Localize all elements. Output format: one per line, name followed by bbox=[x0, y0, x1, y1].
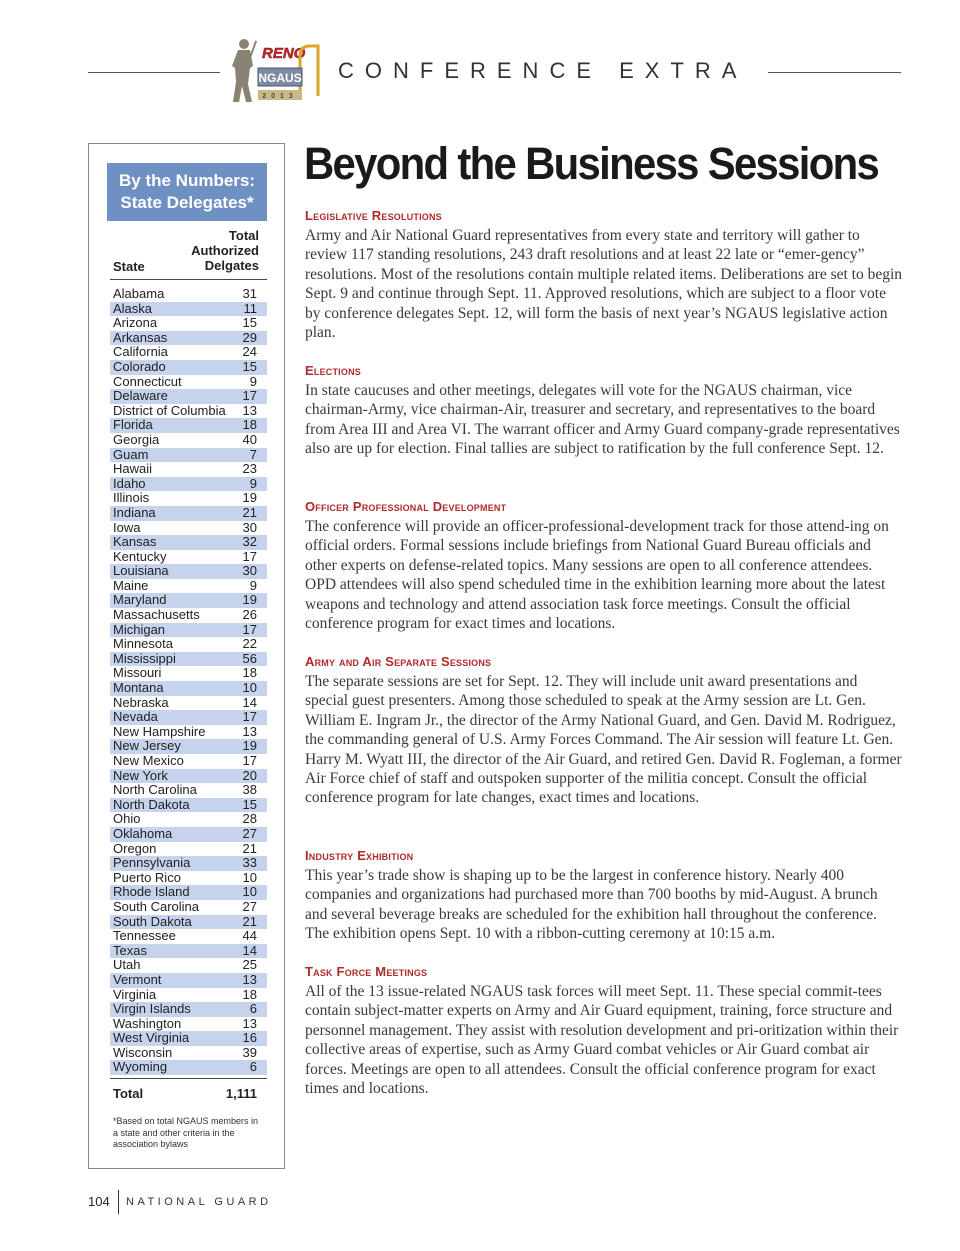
footer-separator bbox=[118, 1190, 119, 1214]
table-row bbox=[110, 316, 267, 331]
delegate-count: 19 bbox=[242, 490, 257, 506]
state-name: Alaska bbox=[113, 300, 153, 316]
section-body: This year’s trade show is shaping up to be the largest in conference history. Nearly 400 companies and organizations had purchased more than 700 booths by mid-August. A brunch and several beverage breaks are scheduled for the exhibition hall throughout the conference. The exhibition opens Sept. 10 with a ribbon-cutting ceremony at 10:15 a.m. bbox=[305, 867, 878, 943]
delegate-count: 44 bbox=[242, 928, 257, 944]
state-name: Indiana bbox=[113, 504, 156, 520]
delegate-count: 17 bbox=[242, 548, 257, 564]
table-row bbox=[110, 287, 267, 302]
column-header-total-line2: Authorized bbox=[191, 243, 259, 258]
table-row bbox=[110, 973, 267, 988]
delegate-count: 29 bbox=[242, 329, 257, 345]
state-name: Florida bbox=[113, 417, 153, 433]
section-body: The separate sessions are set for Sept. 12. They will include unit award presentations and special guest presenters. Among those scheduled to speak at the Army session are Lt. Gen. William E. Ingram Jr., the director of the Army National Guard, and Gen. David M. Rodriguez, the commanding general of U.S. Army Forces Command. The Air session will feature Lt. Gen. Harry M. Wyatt III, the director of the Air Guard, and retired Gen. David R. Fogleman, a former Air Force chief of staff and outspoken supporter of the militia concept. Consult the official conference program for late changes, exact times and locations. bbox=[305, 673, 902, 807]
header-rule-left bbox=[88, 72, 220, 73]
delegate-count: 13 bbox=[242, 1015, 257, 1031]
table-row bbox=[110, 725, 267, 740]
sidebar-heading-line2: State Delegates* bbox=[120, 193, 254, 212]
delegate-count: 16 bbox=[242, 1030, 257, 1046]
delegate-count: 39 bbox=[242, 1044, 257, 1060]
delegate-count: 15 bbox=[242, 358, 257, 374]
delegate-count: 56 bbox=[242, 650, 257, 666]
table-row bbox=[110, 769, 267, 784]
state-name: Missouri bbox=[113, 665, 162, 681]
state-name: Georgia bbox=[113, 431, 160, 447]
state-name: Maine bbox=[113, 577, 149, 593]
table-row bbox=[110, 448, 267, 463]
state-name: Colorado bbox=[113, 358, 166, 374]
page-title: Beyond the Business Sessions bbox=[304, 138, 879, 189]
delegate-count: 15 bbox=[242, 796, 257, 812]
table-row bbox=[110, 564, 267, 579]
svg-text:NGAUS: NGAUS bbox=[258, 71, 302, 85]
delegate-count: 6 bbox=[249, 1001, 257, 1017]
section-body: In state caucuses and other meetings, delegates will vote for the NGAUS chairman, vice chairman-Army, vice chairman-Air, treasurer and secretary, and representatives to the board from Area III and Area VI. The warrant officer and Army Guard company-grade representatives also are up for election. Final tallies are subject to ratification by the full conference Sept. 12. bbox=[305, 382, 900, 458]
state-name: Texas bbox=[113, 942, 147, 958]
table-header-rule bbox=[110, 279, 267, 280]
total-row bbox=[110, 1086, 267, 1101]
state-name: Nevada bbox=[113, 709, 158, 725]
state-name: Louisiana bbox=[113, 563, 169, 579]
table-row bbox=[110, 988, 267, 1003]
column-header-total bbox=[169, 228, 259, 273]
delegate-count: 25 bbox=[242, 957, 257, 973]
total-label: Total bbox=[113, 1086, 144, 1101]
state-name: Washington bbox=[113, 1015, 182, 1031]
table-row bbox=[110, 521, 267, 536]
table-row bbox=[110, 900, 267, 915]
state-name: Connecticut bbox=[113, 373, 182, 389]
state-name: Delaware bbox=[113, 388, 168, 404]
section-heading: Army and Air Separate Sessions bbox=[305, 654, 492, 669]
table-row bbox=[110, 1046, 267, 1061]
state-name: Hawaii bbox=[113, 461, 153, 477]
state-name: Oklahoma bbox=[113, 825, 173, 841]
state-name: Minnesota bbox=[113, 636, 173, 652]
state-name: Pennsylvania bbox=[113, 855, 191, 871]
table-row bbox=[110, 666, 267, 681]
section-heading: Officer Professional Development bbox=[305, 499, 507, 514]
state-name: North Carolina bbox=[113, 782, 197, 798]
table-row bbox=[110, 579, 267, 594]
table-row bbox=[110, 812, 267, 827]
state-name: California bbox=[113, 344, 168, 360]
publication-name: NATIONAL GUARD bbox=[126, 1196, 272, 1208]
state-name: Mississippi bbox=[113, 650, 176, 666]
table-row bbox=[110, 827, 267, 842]
table-row bbox=[110, 871, 267, 886]
state-name: Virginia bbox=[113, 986, 157, 1002]
section-heading: Legislative Resolutions bbox=[305, 208, 442, 223]
table-row bbox=[110, 491, 267, 506]
state-name: Kentucky bbox=[113, 548, 167, 564]
state-name: Arkansas bbox=[113, 329, 168, 345]
section-task-force-meetings bbox=[305, 964, 903, 1098]
footnote: *Based on total NGAUS members in a state and other criteria in the association bylaws bbox=[113, 1116, 259, 1149]
section-heading: Task Force Meetings bbox=[305, 964, 428, 979]
table-row bbox=[110, 360, 267, 375]
state-name: Idaho bbox=[113, 475, 146, 491]
section-officer-professional-development bbox=[305, 499, 903, 633]
state-name: New Jersey bbox=[113, 738, 181, 754]
table-row bbox=[110, 1017, 267, 1032]
delegate-count: 38 bbox=[242, 782, 257, 798]
table-row bbox=[110, 739, 267, 754]
state-name: Oregon bbox=[113, 840, 157, 856]
table-row bbox=[110, 375, 267, 390]
table-row bbox=[110, 696, 267, 711]
state-name: Arizona bbox=[113, 315, 158, 331]
table-row bbox=[110, 608, 267, 623]
table-row bbox=[110, 477, 267, 492]
delegate-count: 28 bbox=[242, 811, 257, 827]
table-row bbox=[110, 710, 267, 725]
table-row bbox=[110, 944, 267, 959]
delegate-count: 14 bbox=[242, 942, 257, 958]
column-header-state: State bbox=[113, 259, 145, 274]
table-row bbox=[110, 798, 267, 813]
delegate-count: 10 bbox=[242, 680, 257, 696]
state-name: New Mexico bbox=[113, 753, 184, 768]
total-value: 1,111 bbox=[225, 1086, 257, 1101]
table-row bbox=[110, 754, 267, 769]
table-row bbox=[110, 302, 267, 317]
delegate-count: 10 bbox=[242, 869, 257, 885]
table-row bbox=[110, 1031, 267, 1046]
table-row bbox=[110, 652, 267, 667]
header-section-title: CONFERENCE EXTRA bbox=[338, 58, 748, 83]
table-row bbox=[110, 915, 267, 930]
column-header-total-line3: Delgates bbox=[204, 258, 259, 273]
delegate-count: 18 bbox=[242, 665, 257, 681]
section-army-air-separate-sessions bbox=[305, 654, 903, 808]
section-body: All of the 13 issue-related NGAUS task forces will meet Sept. 11. These special commit-tees contain subject-matter experts on Army and Air Guard equipment, training, force structure and personnel management. They assist with resolution development and pri-oritization within their collective areas of expertise, such as Army Guard combat vehicles or Air Guard combat air forces. Meetings are open to all attendees. Consult the official conference program for exact times and locations. bbox=[305, 983, 899, 1098]
state-name: South Dakota bbox=[113, 913, 192, 929]
state-name: South Carolina bbox=[113, 898, 199, 914]
state-name: Michigan bbox=[113, 621, 166, 637]
delegate-count: 19 bbox=[242, 738, 257, 754]
delegate-count: 13 bbox=[242, 723, 257, 739]
section-heading: Industry Exhibition bbox=[305, 848, 414, 863]
delegate-count: 10 bbox=[242, 884, 257, 900]
delegate-count: 21 bbox=[242, 504, 257, 520]
state-name: Wisconsin bbox=[113, 1044, 173, 1060]
delegate-count: 32 bbox=[242, 534, 257, 550]
state-name: Vermont bbox=[113, 971, 162, 987]
section-body: Army and Air National Guard representatives from every state and territory will gather to review 117 standing resolutions, 243 draft resolutions and at least 22 late or “emer-gency” resolutions. Most of the resolutions contain multiple related items. Deliberations are set to begin Sept. 9 and continue through Sept. 11. Approved resolutions, which are subject to a floor vote by conference delegates Sept. 12, will form the basis of next year’s NGAUS legislative action plan. bbox=[305, 227, 903, 342]
delegate-count: 14 bbox=[242, 694, 257, 710]
delegate-count: 24 bbox=[242, 344, 257, 360]
table-row bbox=[110, 958, 267, 973]
delegate-count: 18 bbox=[242, 417, 257, 433]
state-name: Alabama bbox=[113, 286, 165, 301]
table-row bbox=[110, 1060, 267, 1075]
delegate-count: 21 bbox=[242, 913, 257, 929]
delegate-count: 40 bbox=[242, 431, 257, 447]
table-row bbox=[110, 885, 267, 900]
table-row bbox=[110, 418, 267, 433]
state-name: Tennessee bbox=[113, 928, 176, 944]
header-rule-right bbox=[768, 72, 901, 73]
table-row bbox=[110, 637, 267, 652]
reno-ngaus-logo bbox=[226, 36, 328, 104]
table-row bbox=[110, 1002, 267, 1017]
sidebar-heading-line1: By the Numbers: bbox=[118, 171, 256, 190]
section-industry-exhibition bbox=[305, 848, 903, 944]
delegate-count: 27 bbox=[242, 825, 257, 841]
delegate-count: 22 bbox=[242, 636, 257, 652]
delegate-count: 17 bbox=[242, 388, 257, 404]
state-name: Nebraska bbox=[113, 694, 169, 710]
delegate-count: 13 bbox=[242, 402, 257, 418]
state-name: Virgin Islands bbox=[113, 1001, 191, 1017]
table-row bbox=[110, 842, 267, 857]
delegate-count: 17 bbox=[242, 621, 257, 637]
state-name: Montana bbox=[113, 680, 164, 696]
section-legislative-resolutions bbox=[305, 208, 903, 342]
state-name: Ohio bbox=[113, 811, 141, 827]
delegate-count: 19 bbox=[242, 592, 257, 608]
delegate-count: 13 bbox=[242, 971, 257, 987]
delegate-count: 20 bbox=[242, 767, 257, 783]
delegate-count: 30 bbox=[242, 519, 257, 535]
table-row bbox=[110, 856, 267, 871]
table-row bbox=[110, 681, 267, 696]
state-delegates-sidebar bbox=[88, 143, 285, 1169]
table-row bbox=[110, 535, 267, 550]
section-heading: Elections bbox=[305, 363, 361, 378]
table-row bbox=[110, 783, 267, 798]
table-row bbox=[110, 331, 267, 346]
svg-text:RENO: RENO bbox=[262, 45, 306, 62]
delegate-count: 9 bbox=[249, 577, 257, 593]
table-row bbox=[110, 506, 267, 521]
table-row bbox=[110, 462, 267, 477]
table-row bbox=[110, 404, 267, 419]
delegates-table bbox=[110, 287, 267, 1075]
section-body: The conference will provide an officer-professional-development track for those attend-ing on official orders. Formal sessions include briefings from National Guard Bureau officials and other experts on defense-related topics. Many sessions are open to all conference attendees. OPD attendees will also spend scheduled time in the exhibition learning more about the latest weapons and technology and attend association task force meetings. Consult the official conference program for exact times and locations. bbox=[305, 518, 889, 633]
delegate-count: 17 bbox=[242, 753, 257, 768]
delegate-count: 21 bbox=[242, 840, 257, 856]
delegate-count: 11 bbox=[243, 300, 257, 316]
table-row bbox=[110, 345, 267, 360]
section-elections bbox=[305, 363, 903, 459]
state-name: Rhode Island bbox=[113, 884, 190, 900]
column-header-total-line1: Total bbox=[228, 228, 259, 243]
state-name: Wyoming bbox=[113, 1059, 168, 1075]
state-name: New York bbox=[113, 767, 168, 783]
table-row bbox=[110, 929, 267, 944]
state-name: Kansas bbox=[113, 534, 157, 550]
table-total-rule bbox=[110, 1078, 267, 1079]
svg-text:2013: 2013 bbox=[262, 93, 298, 100]
delegate-count: 26 bbox=[242, 607, 257, 623]
delegate-count: 17 bbox=[242, 709, 257, 725]
delegate-count: 18 bbox=[242, 986, 257, 1002]
sidebar-heading bbox=[107, 163, 267, 221]
state-name: Guam bbox=[113, 446, 149, 462]
state-name: New Hampshire bbox=[113, 723, 206, 739]
table-row bbox=[110, 389, 267, 404]
state-name: Iowa bbox=[113, 519, 141, 535]
delegate-count: 15 bbox=[242, 315, 257, 331]
table-row bbox=[110, 623, 267, 638]
delegate-count: 7 bbox=[249, 446, 257, 462]
state-name: District of Columbia bbox=[113, 402, 226, 418]
state-name: Puerto Rico bbox=[113, 869, 181, 885]
table-row bbox=[110, 593, 267, 608]
table-row bbox=[110, 433, 267, 448]
delegate-count: 27 bbox=[242, 898, 257, 914]
delegate-count: 30 bbox=[242, 563, 257, 579]
state-name: Utah bbox=[113, 957, 141, 973]
delegate-count: 23 bbox=[242, 461, 257, 477]
delegate-count: 9 bbox=[249, 475, 257, 491]
state-name: West Virginia bbox=[113, 1030, 190, 1046]
delegate-count: 6 bbox=[249, 1059, 257, 1075]
delegate-count: 9 bbox=[249, 373, 257, 389]
page-number: 104 bbox=[88, 1194, 110, 1209]
table-row bbox=[110, 550, 267, 565]
state-name: North Dakota bbox=[113, 796, 190, 812]
state-name: Maryland bbox=[113, 592, 167, 608]
delegate-count: 31 bbox=[242, 286, 257, 301]
state-name: Massachusetts bbox=[113, 607, 200, 623]
delegate-count: 33 bbox=[242, 855, 257, 871]
state-name: Illinois bbox=[113, 490, 150, 506]
